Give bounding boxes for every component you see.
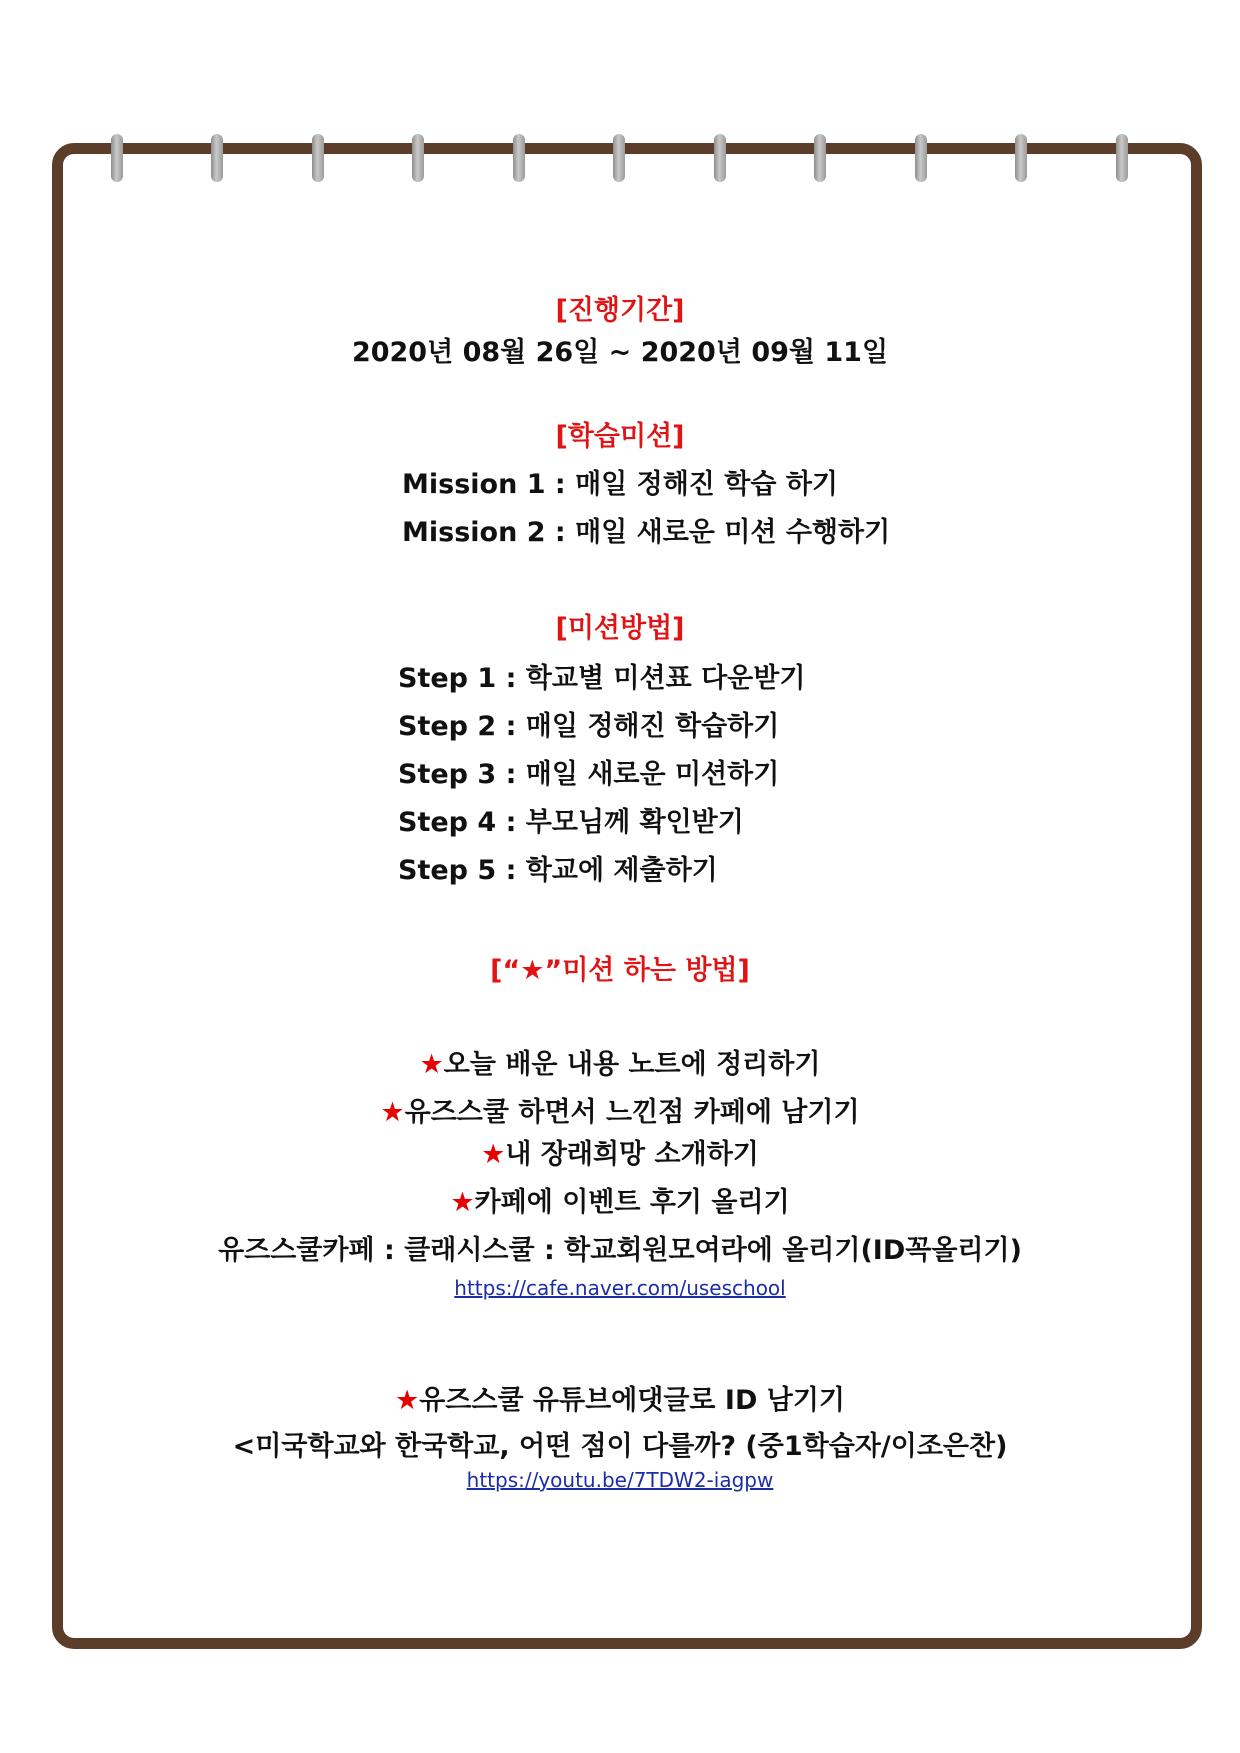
period-dates: 2020년 08월 26일 ~ 2020년 09월 11일 — [351, 337, 889, 368]
spiral-ring — [312, 134, 324, 182]
spiral-ring — [513, 134, 525, 182]
spiral-ring — [613, 134, 625, 182]
star-item-text: 유즈스쿨 하면서 느낀점 카페에 남기기 — [404, 1097, 860, 1128]
star-icon: ★ — [419, 1049, 444, 1080]
star-item — [0, 1090, 1240, 1129]
star-icon: ★ — [380, 1097, 405, 1128]
star-icon: ★ — [481, 1139, 506, 1170]
star-item — [0, 1042, 1240, 1081]
star-item-text: 카페에 이벤트 후기 올리기 — [474, 1187, 790, 1218]
spiral-ring — [1116, 134, 1128, 182]
spiral-ring — [111, 134, 123, 182]
youtube-item — [0, 1378, 1240, 1417]
spiral-ring — [814, 134, 826, 182]
star-icon: ★ — [450, 1187, 475, 1218]
step-item: Step 2 : 매일 정해진 학습하기 — [398, 711, 780, 742]
star-method-heading: [“★”미션 하는 방법] — [490, 955, 750, 986]
star-icon: ★ — [394, 1385, 420, 1416]
cafe-link[interactable]: https://cafe.naver.com/useschool — [454, 1276, 786, 1300]
youtube-item-text: 유즈스쿨 유튜브에댓글로 ID 남기기 — [419, 1385, 846, 1416]
period-heading: [진행기간] — [555, 295, 685, 326]
spiral-ring — [1015, 134, 1027, 182]
cafe-note: 유즈스쿨카페 : 클래시스쿨 : 학교회원모여라에 올리기(ID꼭올리기) — [218, 1235, 1022, 1266]
method-heading: [미션방법] — [555, 613, 685, 644]
star-item — [0, 1180, 1240, 1219]
step-item: Step 5 : 학교에 제출하기 — [398, 855, 718, 886]
star-item-text: 오늘 배운 내용 노트에 정리하기 — [443, 1049, 821, 1080]
star-item-text: 내 장래희망 소개하기 — [505, 1139, 759, 1170]
spiral-ring — [714, 134, 726, 182]
star-item — [0, 1132, 1240, 1171]
mission-item: Mission 2 : 매일 새로운 미션 수행하기 — [402, 517, 891, 548]
youtube-video-title: <미국학교와 한국학교, 어떤 점이 다를까? (중1학습자/이조은찬) — [232, 1431, 1008, 1462]
spiral-ring — [412, 134, 424, 182]
mission-item: Mission 1 : 매일 정해진 학습 하기 — [402, 469, 839, 500]
youtube-link-row — [0, 1468, 1240, 1492]
spiral-ring — [211, 134, 223, 182]
step-item: Step 1 : 학교별 미션표 다운받기 — [398, 663, 806, 694]
spiral-ring — [915, 134, 927, 182]
step-item: Step 3 : 매일 새로운 미션하기 — [398, 759, 780, 790]
youtube-link[interactable]: https://youtu.be/7TDW2-iagpw — [466, 1468, 774, 1492]
cafe-link-row — [0, 1276, 1240, 1300]
missions-heading: [학습미션] — [555, 421, 685, 452]
step-item: Step 4 : 부모님께 확인받기 — [398, 807, 744, 838]
